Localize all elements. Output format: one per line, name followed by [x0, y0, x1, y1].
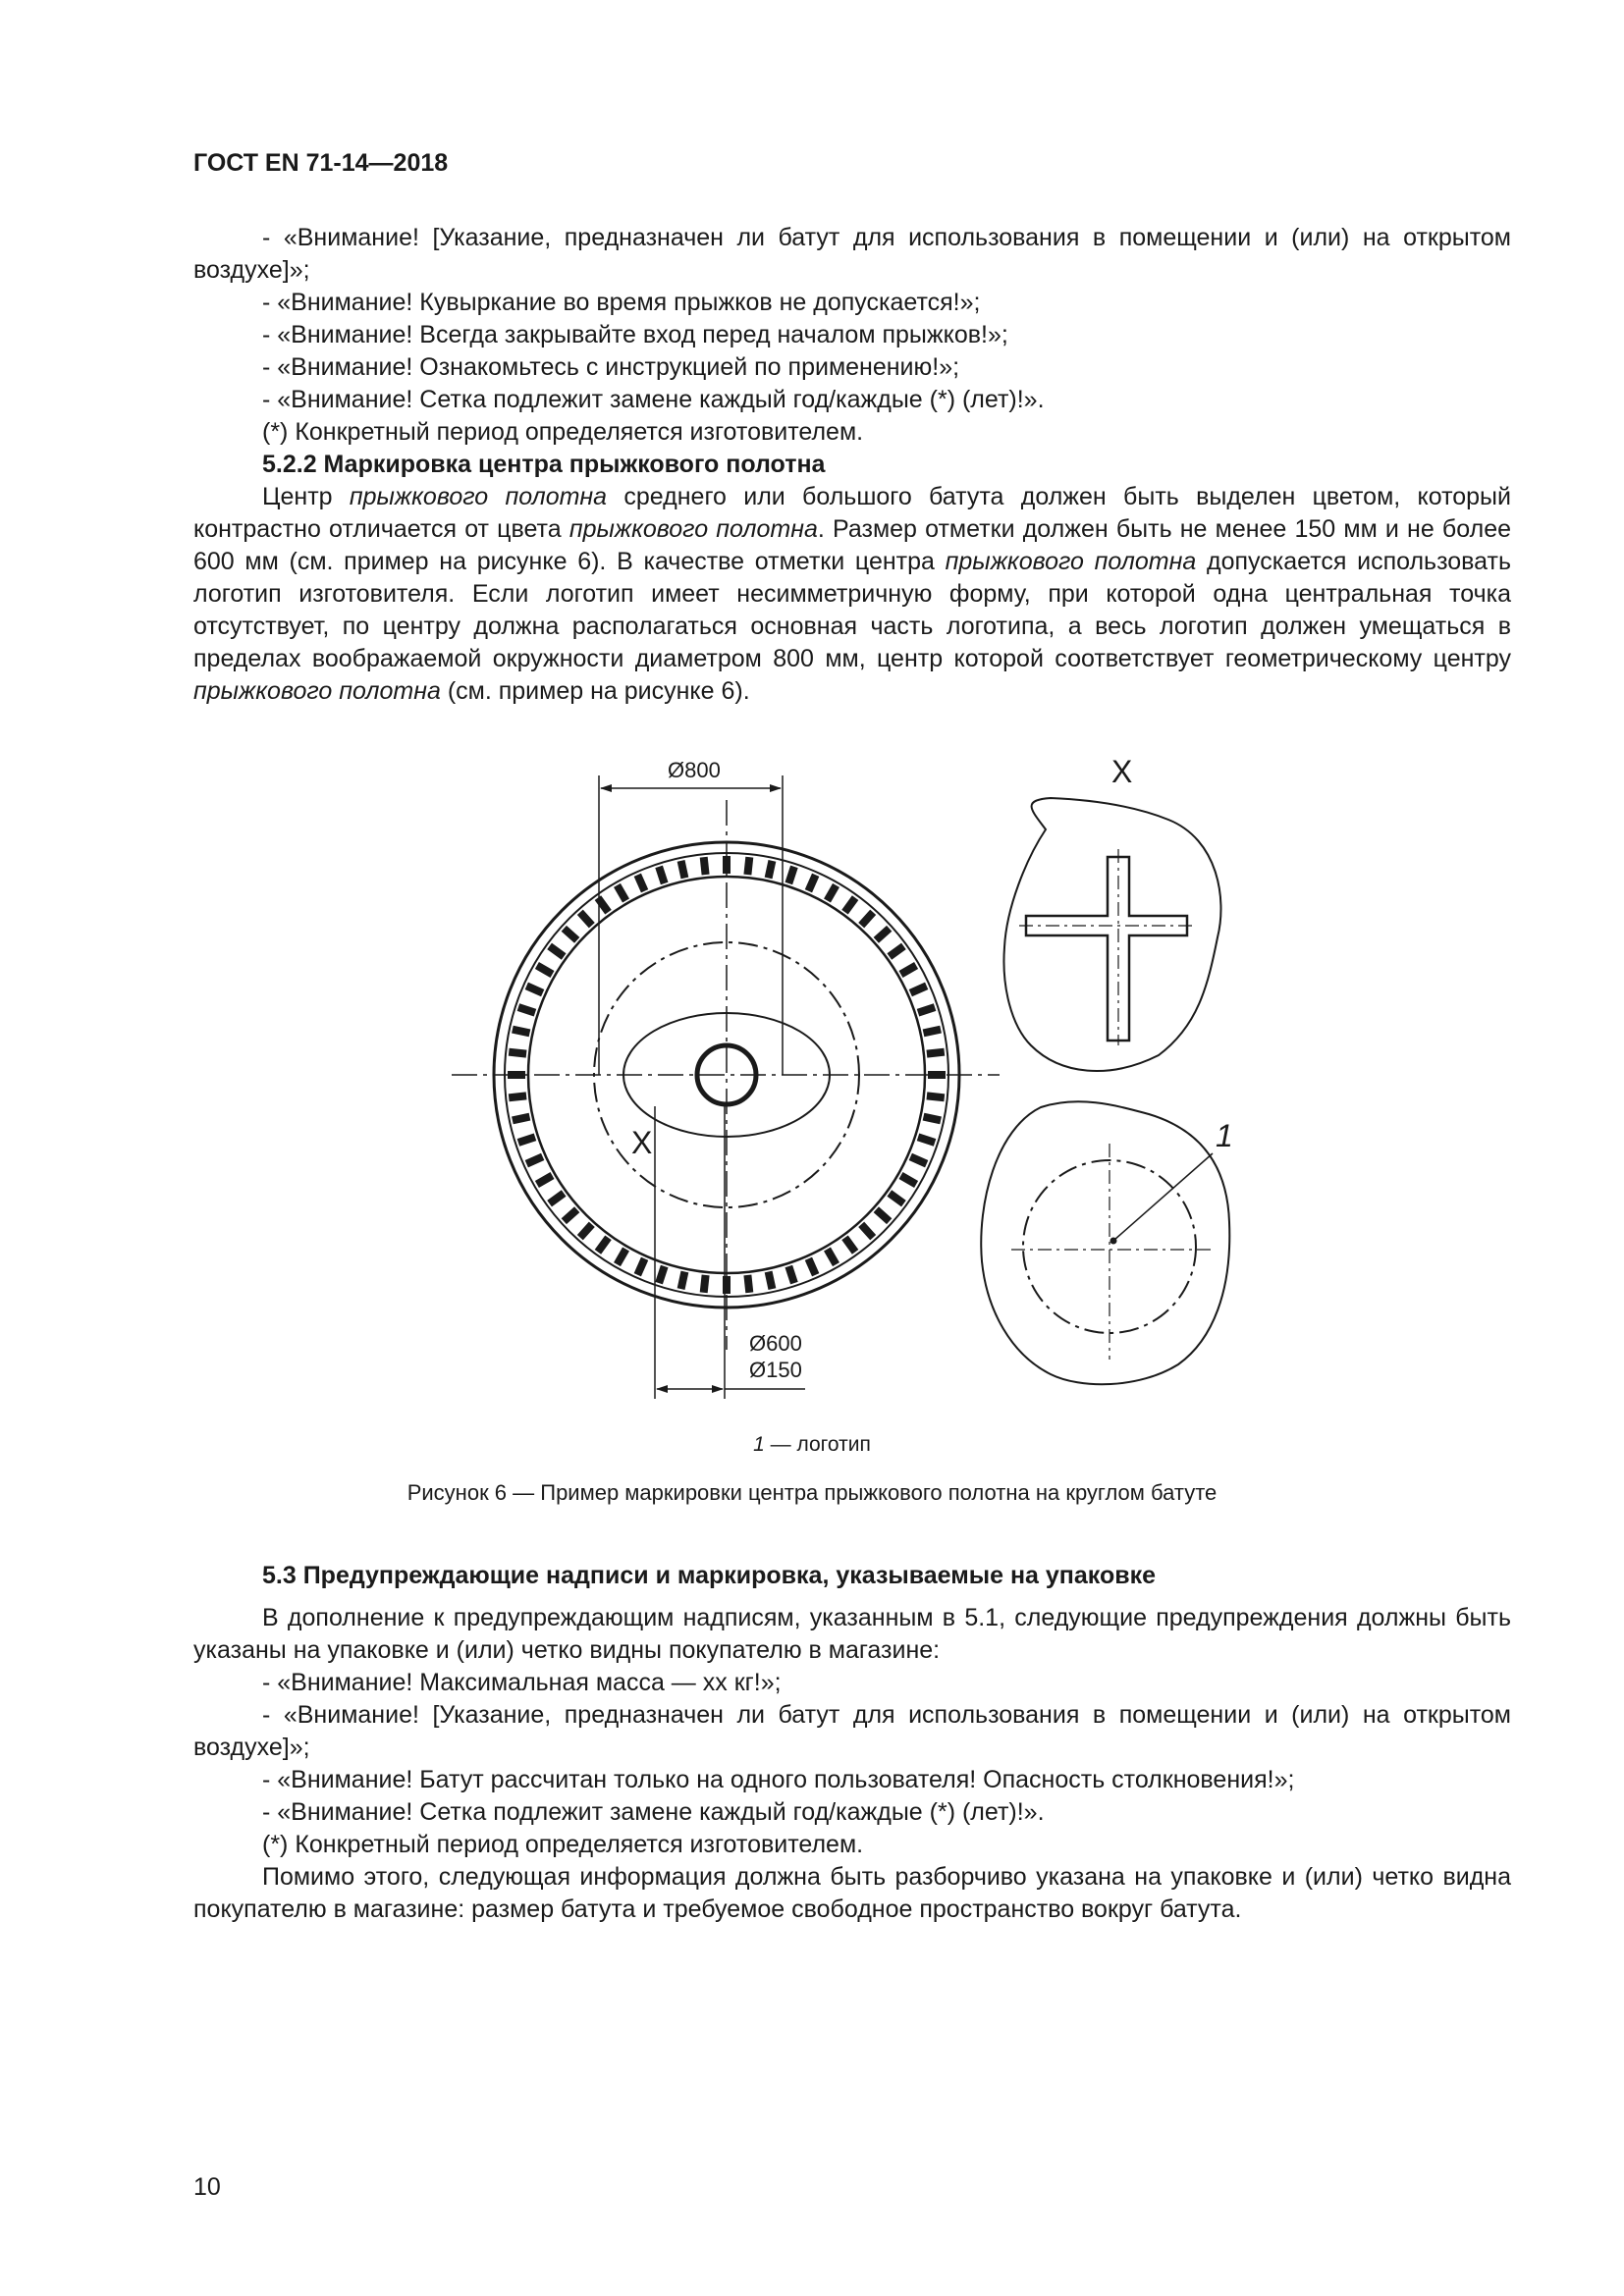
spring-pad: [861, 912, 873, 925]
detail-x-mark-main: X: [631, 1125, 653, 1160]
document-header: ГОСТ EN 71-14—2018: [193, 149, 449, 177]
spring-pad: [808, 1258, 815, 1274]
spring-pad: [564, 929, 576, 940]
spring-pad: [890, 946, 904, 957]
spring-pad: [918, 1137, 935, 1143]
detail-boundary-lower: [981, 1101, 1229, 1384]
spring-pad: [513, 1117, 530, 1121]
dimension-150-label: Ø150: [749, 1358, 802, 1382]
footnote-line: (*) Конкретный период определяется изготовителем.: [262, 1831, 864, 1858]
spring-pad: [659, 1266, 665, 1283]
figure-caption: Рисунок 6 — Пример маркировки центра прыжкового полотна на круглом батуте: [406, 1480, 1218, 1505]
spring-pad: [910, 1156, 926, 1163]
warning-line: - «Внимание! Всегда закрывайте вход перед началом прыжков!»;: [262, 321, 1008, 348]
spring-pad: [845, 1238, 856, 1253]
trampoline-plan-view: [452, 800, 1000, 1350]
warning-line: - «Внимание! Максимальная масса — хх кг!»;: [262, 1669, 782, 1696]
section-paragraph: В дополнение к предупреждающим надписям, указанным в 5.1, следующие предупреждения должны быть указаны на упаковке и (или) четко видны покупателю в магазине:: [193, 1604, 1511, 1664]
footnote-line: (*) Конкретный период определяется изготовителем.: [262, 418, 864, 446]
spring-pad: [509, 1095, 526, 1097]
spring-pad: [747, 1275, 749, 1293]
spring-pad: [769, 861, 773, 879]
spring-pad: [580, 912, 592, 925]
spring-pad: [927, 1095, 945, 1097]
spring-pad: [845, 898, 856, 913]
spring-pad: [550, 946, 565, 957]
spring-pad: [580, 1224, 592, 1237]
spring-pad: [637, 875, 644, 890]
spring-pad: [876, 1209, 889, 1221]
spring-pad: [747, 857, 749, 875]
callout-number-1: 1: [1216, 1118, 1233, 1153]
spring-pad: [618, 1250, 626, 1265]
cross-logo-icon: [1026, 857, 1187, 1041]
warning-line: - «Внимание! Ознакомьтесь с инструкцией по применению!»;: [262, 353, 960, 381]
spring-pad: [537, 1176, 553, 1185]
warning-line: - «Внимание! Кувыркание во время прыжков не допускается!»;: [262, 289, 981, 316]
section-text-bottom: [193, 1560, 1511, 1926]
spring-pad: [513, 1030, 530, 1034]
spring-pad: [910, 986, 926, 992]
spring-pad: [704, 1275, 706, 1293]
figure-legend: 1 — логотип: [753, 1433, 871, 1456]
spring-pad: [901, 966, 917, 975]
spring-pad: [788, 1266, 794, 1283]
spring-pad: [509, 1052, 526, 1054]
callout-leader: [1114, 1153, 1213, 1240]
spring-pad: [828, 885, 837, 901]
spring-pad: [704, 857, 706, 875]
page-number: 10: [193, 2173, 221, 2201]
dimension-800: [599, 775, 783, 1075]
warning-line: - «Внимание! Сетка подлежит замене каждый год/каждые (*) (лет)!».: [262, 386, 1045, 413]
spring-pad: [927, 1052, 945, 1054]
spring-pad: [681, 861, 685, 879]
spring-pad: [901, 1176, 917, 1185]
warning-line: - «Внимание! Батут рассчитан только на одного пользователя! Опасность столкновения!»;: [262, 1766, 1295, 1793]
spring-pad: [550, 1194, 565, 1204]
spring-pad: [769, 1272, 773, 1290]
detail-circle-logo: [981, 1101, 1229, 1384]
warning-line: - «Внимание! Сетка подлежит замене каждый год/каждые (*) (лет)!».: [262, 1798, 1045, 1826]
spring-pad: [808, 875, 815, 890]
detail-x-title: X: [1111, 754, 1133, 789]
section-paragraph: Центр прыжкового полотна среднего или большого батута должен быть выделен цветом, который контрастно отличается от цвета прыжкового полотна. Размер отметки должен быть не менее 150 мм и не более 600 мм (см. пример на рисунке 6). В качестве отметки центра прыжкового полотна допускается использовать логотип изготовителя. Если логотип имеет несимметричную форму, при которой одна центральная точка отсутствует, по центру должна располагаться основная часть логотипа, а весь логотип должен умещаться в пределах воображаемой окружности диаметром 800 мм, центр которой соответствует геометрическому центру прыжкового полотна (см. пример на рисунке 6).: [193, 483, 1511, 705]
figure-6: [432, 741, 1316, 1418]
spring-pad: [659, 867, 665, 883]
spring-pad: [861, 1224, 873, 1237]
spring-pad: [537, 966, 553, 975]
spring-pad: [526, 1156, 542, 1163]
detail-cross-logo: [1003, 798, 1220, 1071]
dimension-800-label: Ø800: [668, 758, 721, 782]
spring-pad: [788, 867, 794, 883]
warning-line: - «Внимание! [Указание, предназначен ли батут для использования в помещении и (или) на открытом воздухе]»;: [193, 224, 1511, 284]
spring-pad: [924, 1117, 942, 1121]
dimension-600-label: Ø600: [749, 1331, 802, 1356]
section-paragraph: Помимо этого, следующая информация должна быть разборчиво указана на упаковке и (или) четко видна покупателю в магазине: размер батута и требуемое свободное пространство вокруг батута.: [193, 1863, 1511, 1923]
section-heading-5-2-2: 5.2.2 Маркировка центра прыжкового полотна: [262, 451, 826, 478]
spring-pad: [637, 1258, 644, 1274]
spring-pad: [518, 1007, 535, 1013]
spring-pad: [564, 1209, 576, 1221]
spring-pad: [918, 1007, 935, 1013]
spring-pad: [890, 1194, 904, 1204]
spring-pad: [518, 1137, 535, 1143]
spring-pad: [828, 1250, 837, 1265]
section-heading-5-3: 5.3 Предупреждающие надписи и маркировка, указываемые на упаковке: [262, 1562, 1157, 1589]
spring-pad: [924, 1030, 942, 1034]
trampoline-marking-drawing: [432, 741, 1316, 1418]
spring-pad: [681, 1272, 685, 1290]
spring-pad: [876, 929, 889, 940]
section-text-top: [193, 222, 1511, 708]
spring-pad: [526, 986, 542, 992]
spring-pad: [598, 1238, 609, 1253]
spring-pad: [618, 885, 626, 901]
warning-line: - «Внимание! [Указание, предназначен ли батут для использования в помещении и (или) на открытом воздухе]»;: [193, 1701, 1511, 1761]
